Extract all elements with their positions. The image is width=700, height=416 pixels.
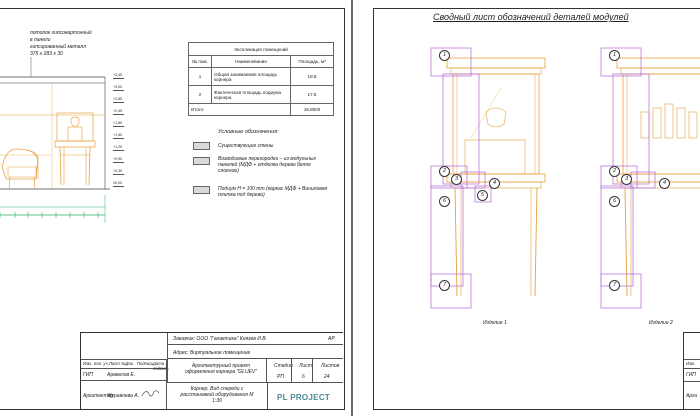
caption-item-2: Изделие 2 xyxy=(649,320,673,326)
name-gip: Аракелов Е. xyxy=(107,372,136,378)
caption-item-1: Изделие 1 xyxy=(483,320,507,326)
callout-marker-1: 1 xyxy=(439,50,450,61)
level-mark: +1,20 xyxy=(113,145,123,149)
callout-marker-2: 2 xyxy=(609,166,620,177)
callout-marker-5: 5 xyxy=(477,190,488,201)
col-header-date: Дата xyxy=(153,361,165,366)
col-header-izm: Изм. xyxy=(686,361,695,366)
total-label: Итого: xyxy=(189,104,291,116)
level-mark: +3,00 xyxy=(113,85,123,89)
signature-mark xyxy=(141,387,161,399)
sheet-header: Лист xyxy=(299,363,312,369)
callout-marker-2: 2 xyxy=(439,166,450,177)
col-header-name: Наименование xyxy=(212,56,291,68)
row-number: 2 xyxy=(189,86,212,104)
name-architect: Журавлева А. xyxy=(107,393,140,399)
col-header-area: Площадь, м² xyxy=(291,56,334,68)
ceiling-note-line-1: потолок гипсокартонный xyxy=(30,30,92,36)
level-mark: +2,85 xyxy=(113,97,123,101)
title-block-partial xyxy=(683,332,700,409)
legend-title: Условные обозначения: xyxy=(218,129,279,135)
col-header-kol: Кол. уч. xyxy=(94,361,109,366)
role-gip: ГИП xyxy=(83,372,93,378)
drawing-sheet-right xyxy=(353,0,700,416)
project-title: Архитектурный проект оформления корнера "GLUEV" xyxy=(184,363,258,375)
explication-title: Экспликация помещений xyxy=(189,43,334,56)
callouts-item-2 xyxy=(601,48,700,318)
level-mark: +2,45 xyxy=(113,109,123,113)
ceiling-note-line-3: гипсированный металл xyxy=(30,44,87,50)
legend-swatch-podium xyxy=(193,186,210,194)
row-area: 17.5 xyxy=(291,86,334,104)
legend-swatch-walls xyxy=(193,142,210,150)
callout-marker-6: 6 xyxy=(609,196,620,207)
logo-text: PL PROJECT xyxy=(277,393,331,402)
callout-marker-6: 6 xyxy=(439,196,450,207)
col-header-izm: Изм. xyxy=(83,361,92,366)
address-text: Адрес: Виртуальное помещение xyxy=(173,350,251,356)
sheet-value: 6 xyxy=(302,374,305,380)
sheet-title: Сводный лист обозначений деталей модулей xyxy=(433,12,629,22)
level-mark: +0,90 xyxy=(113,157,123,161)
table-row xyxy=(189,68,334,86)
role-architect: Архи xyxy=(686,393,698,399)
callout-marker-3: 3 xyxy=(451,174,462,185)
level-mark: +1,80 xyxy=(113,121,123,125)
level-marks xyxy=(113,72,135,192)
role-architect: Архитектор xyxy=(83,393,114,399)
level-mark: +3,45 xyxy=(113,73,123,77)
callout-marker-7: 7 xyxy=(609,280,620,291)
level-mark: +1,50 xyxy=(113,133,123,137)
company-logo xyxy=(277,393,330,402)
level-mark: +0,30 xyxy=(113,169,123,173)
callout-marker-7: 7 xyxy=(439,280,450,291)
row-area: 18.8 xyxy=(291,68,334,86)
callout-marker-4: 4 xyxy=(489,178,500,189)
sheet-name: Корнер. Вид спереди с расстановкой оборудования М 1:30 xyxy=(180,386,254,404)
legend-item-podium: Подиум Н = 100 mm (каркас МДФ + Виниловая плитка под дерево) xyxy=(218,186,328,198)
ceiling-note-line-4: 375 x 283 x 30 xyxy=(30,51,63,57)
callout-marker-1: 1 xyxy=(609,50,620,61)
row-number: 1 xyxy=(189,68,212,86)
sheets-value: 24 xyxy=(324,374,330,380)
col-header-list: Лист xyxy=(109,361,120,366)
total-value: 18,8000 xyxy=(291,104,334,116)
row-name: Общая занимаемая площадь корнера xyxy=(212,68,291,86)
table-row xyxy=(189,86,334,104)
col-header-number: № пом. xyxy=(189,56,212,68)
customer-text: Заказчик: ООО "Галактика" Князев И.В. xyxy=(173,336,267,342)
explication-table xyxy=(188,42,334,116)
stage-value: РП xyxy=(277,374,284,380)
drawing-code: АР xyxy=(328,336,335,342)
stage-header: Стадия xyxy=(274,363,293,369)
legend-item-walls: Существующие стены xyxy=(218,143,274,149)
col-header-doc: №Док. xyxy=(121,361,134,366)
level-mark: ±0,00 xyxy=(113,181,122,185)
date-note: подпись xyxy=(153,366,169,371)
sheets-header: Листов xyxy=(321,363,340,369)
col-header-sign: Подпись xyxy=(137,361,154,366)
row-name: Фактическая площадь подиума корнера xyxy=(212,86,291,104)
role-gip: ГИП xyxy=(686,372,696,378)
callout-marker-3: 3 xyxy=(621,174,632,185)
ceiling-note-line-2: в панели xyxy=(30,37,51,43)
callouts-item-1 xyxy=(431,48,561,318)
legend-item-partitions: Возводимые перегородки – из модульных панелей (МДФ + отделка дерево белое слоеное) xyxy=(218,156,317,174)
callout-marker-4: 4 xyxy=(659,178,670,189)
legend-swatch-partitions xyxy=(193,157,210,165)
title-block xyxy=(80,332,343,409)
